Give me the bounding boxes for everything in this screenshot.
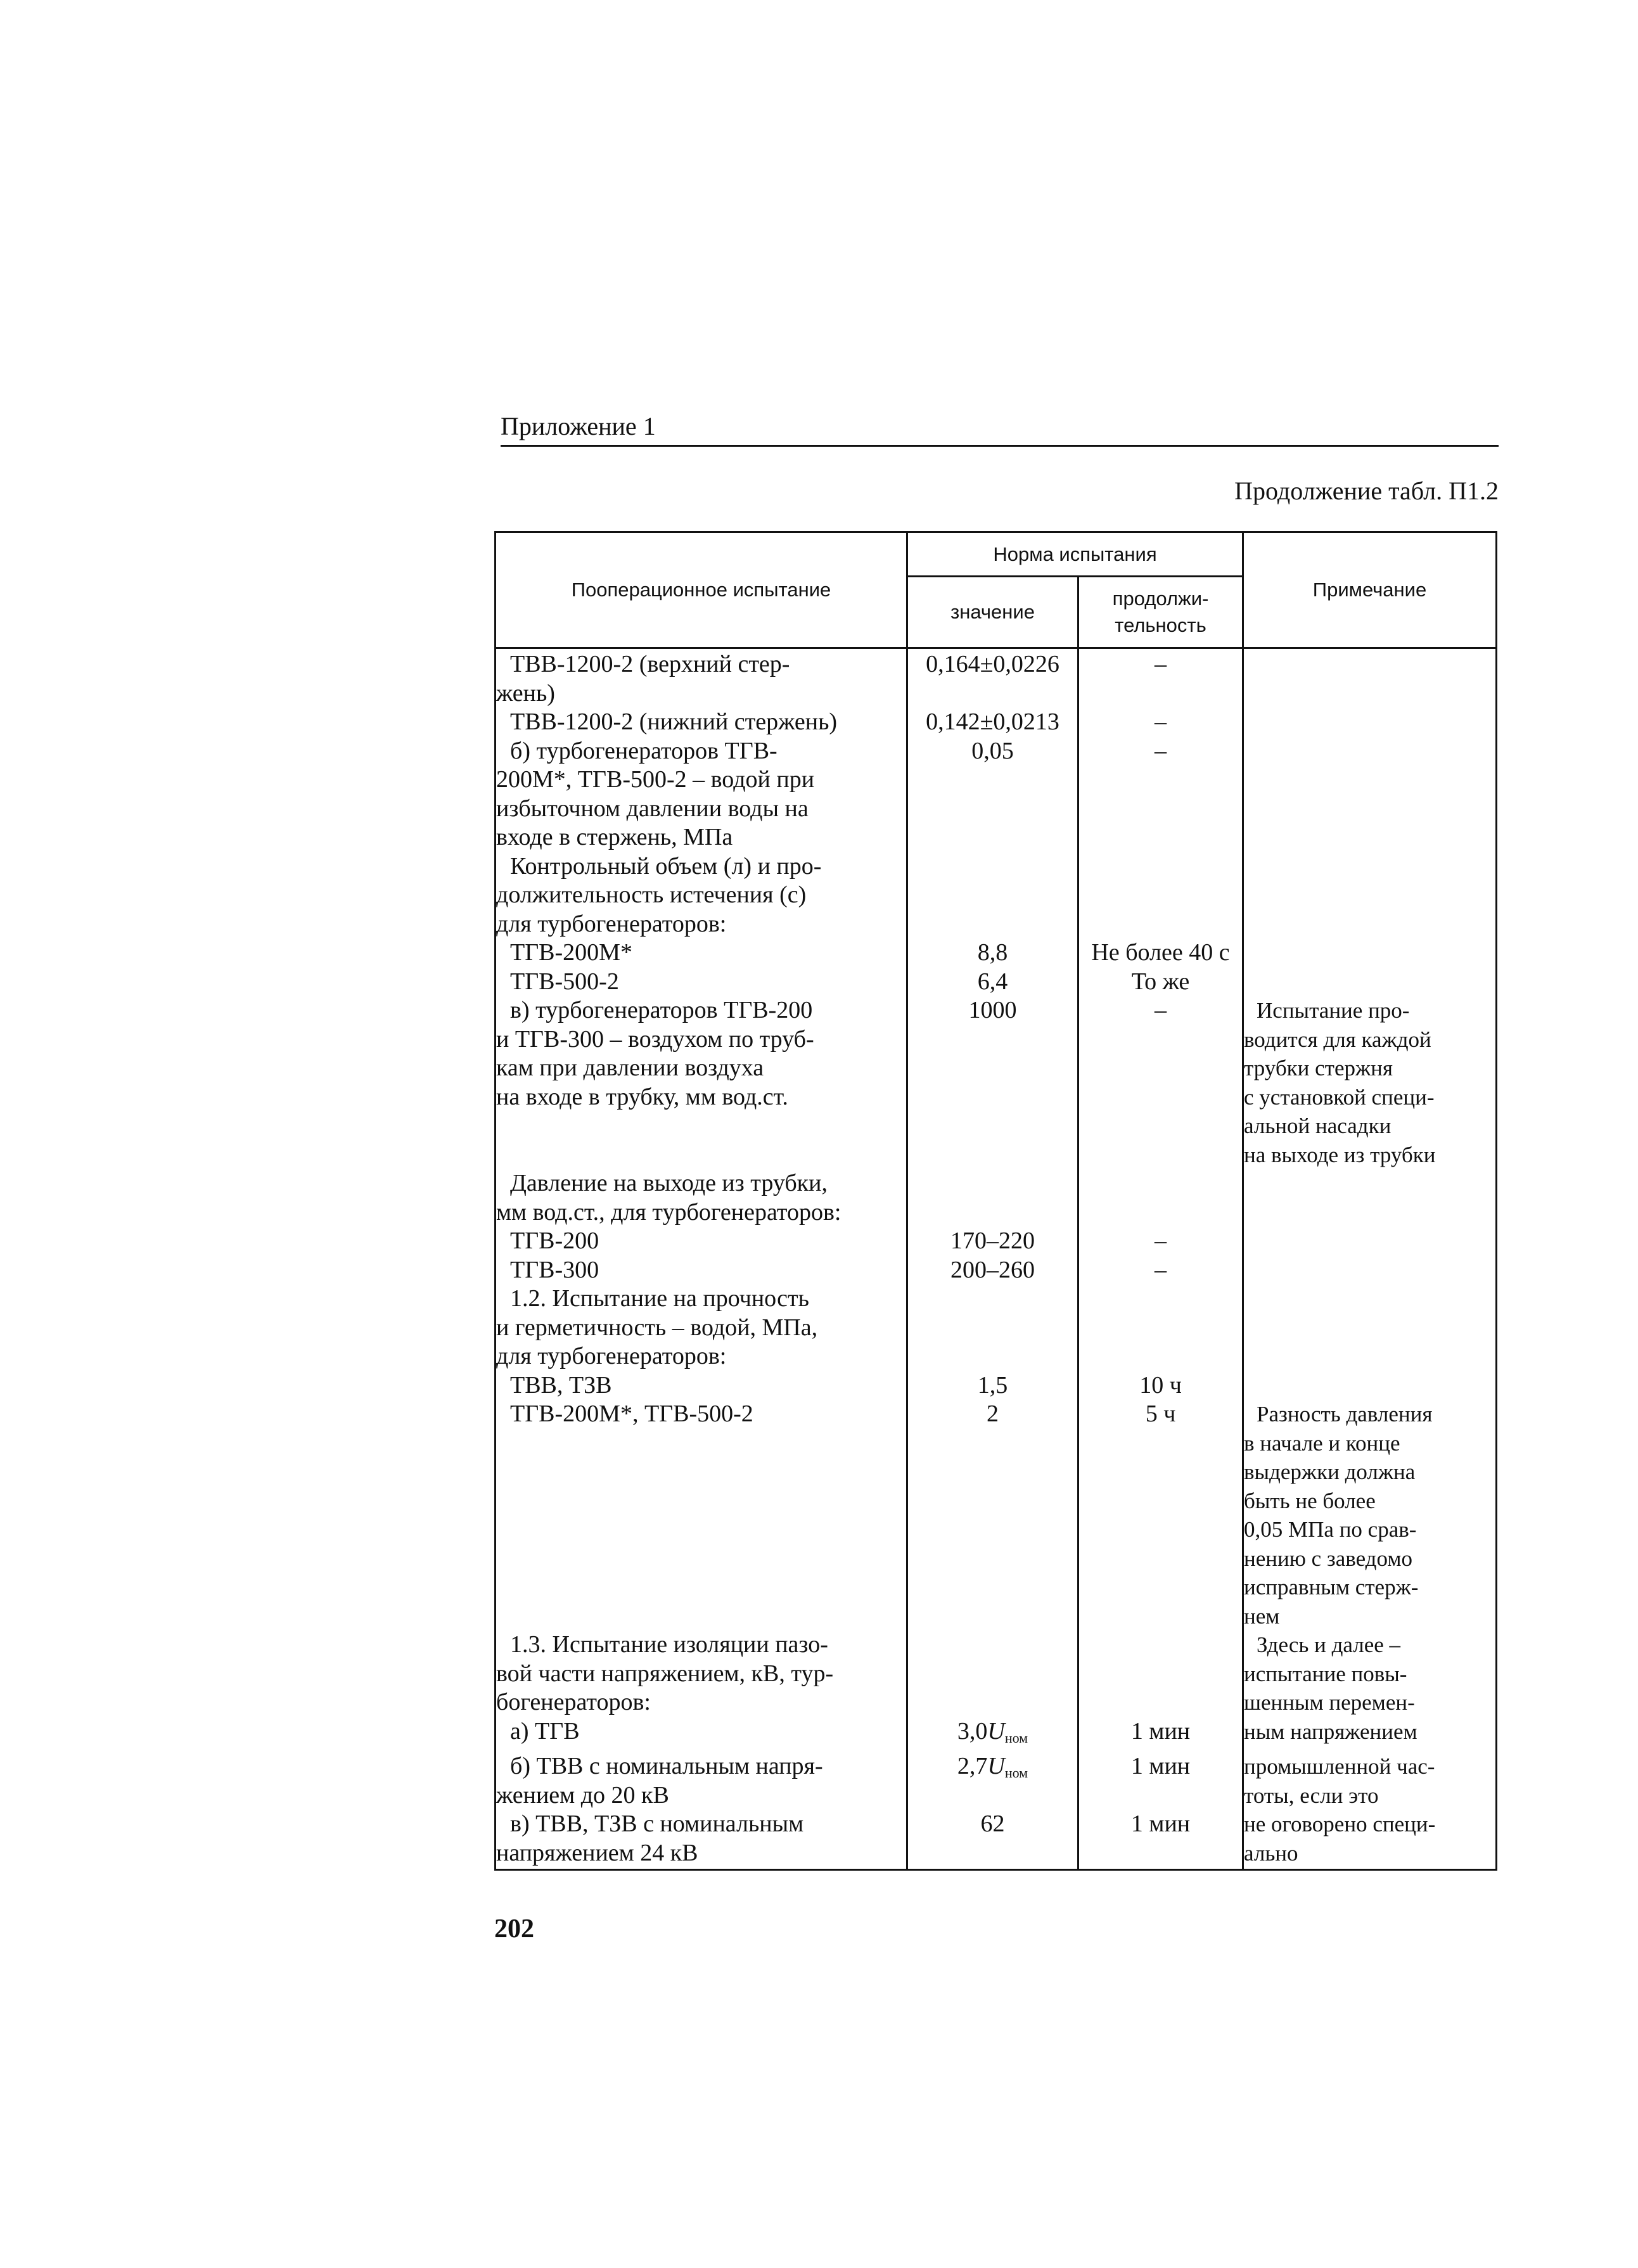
test-line: входе в стержень, МПа: [496, 824, 733, 850]
header-duration-line: продолжи-: [1112, 587, 1209, 610]
table-row: [496, 852, 1497, 939]
note-line: исправным стерж-: [1244, 1575, 1419, 1599]
test-line: б) ТВВ с номинальным напря-: [510, 1753, 823, 1779]
table-row: [496, 1256, 1497, 1285]
value-cell: 0,05: [971, 737, 1014, 764]
test-line: 1.2. Испытание на прочность: [510, 1285, 809, 1312]
value-cell: $2,7U_{ном}$: [957, 1753, 1028, 1781]
test-line: Давление на выходе из трубки,: [510, 1170, 828, 1196]
test-line: ТГВ-300: [510, 1256, 599, 1283]
table-row: [496, 1285, 1497, 1371]
note-line: с установкой специ-: [1244, 1084, 1435, 1110]
note-line: в начале и конце: [1244, 1430, 1400, 1456]
page-number: 202: [494, 1914, 534, 1944]
table-row: [496, 737, 1497, 852]
note-line: на выходе из трубки: [1244, 1142, 1436, 1167]
test-line: жением до 20 кВ: [496, 1781, 669, 1809]
test-line: избыточном давлении воды на: [496, 795, 809, 822]
table-row: [496, 1400, 1497, 1631]
test-line: 1.3. Испытание изоляции пазо-: [510, 1631, 828, 1658]
header-norm: Норма испытания: [907, 532, 1243, 577]
table-row: [496, 1752, 1497, 1810]
duration-cell: –: [1155, 997, 1167, 1023]
value-cell: 8,8: [977, 939, 1008, 966]
table-row: [496, 939, 1497, 968]
table-row: [496, 1169, 1497, 1227]
test-line: и ТГВ-300 – воздухом по труб-: [496, 1025, 814, 1053]
test-line: должительность истечения (с): [496, 881, 807, 908]
value-cell: 0,142±0,0213: [926, 708, 1059, 735]
header-duration: [1078, 577, 1243, 648]
value-cell: 1000: [968, 997, 1017, 1023]
note-line: Испытание про-: [1257, 998, 1410, 1023]
test-line: напряжением 24 кВ: [496, 1839, 698, 1866]
test-line: вой части напряжением, кВ, тур-: [496, 1660, 834, 1687]
value-cell: $3,0U_{ном}$: [957, 1717, 1028, 1746]
duration-cell: –: [1155, 1256, 1167, 1283]
test-norms-table: [494, 531, 1497, 1871]
header-test: Пооперационное испытание: [496, 532, 907, 648]
test-line: для турбогенераторов:: [496, 1343, 727, 1369]
header-rule: [501, 445, 1499, 447]
test-line: б) турбогенераторов ТГВ-: [510, 737, 777, 764]
test-line: ТВВ-1200-2 (верхний стер-: [510, 651, 790, 677]
value-cell: 1,5: [977, 1371, 1008, 1399]
value-cell: 62: [980, 1810, 1005, 1837]
test-line: жень): [496, 679, 555, 707]
note-line: Разность давления: [1257, 1402, 1433, 1426]
duration-cell: 5 ч: [1145, 1400, 1176, 1427]
test-line: мм вод.ст., для турбогенераторов:: [496, 1198, 841, 1226]
note-line: выдержки должна: [1244, 1459, 1416, 1484]
table-row: [496, 1631, 1497, 1717]
header-note: Примечание: [1243, 532, 1497, 648]
test-line: ТВВ-1200-2 (нижний стержень): [510, 708, 838, 735]
table-row: [496, 1717, 1497, 1753]
test-line: богенераторов:: [496, 1689, 651, 1715]
table-row: [496, 1371, 1497, 1400]
test-line: ТГВ-200: [510, 1227, 599, 1254]
value-cell: 170–220: [950, 1227, 1035, 1254]
test-line: а) ТГВ: [510, 1717, 580, 1745]
duration-cell: 1 мин: [1130, 1717, 1191, 1745]
duration-cell: То же: [1131, 968, 1190, 995]
note-line: испытание повы-: [1244, 1661, 1407, 1686]
value-cell: 200–260: [950, 1256, 1035, 1283]
duration-cell: 1 мин: [1130, 1810, 1191, 1837]
test-line: 200М*, ТГВ-500-2 – водой при: [496, 766, 815, 793]
appendix-header: Приложение 1: [501, 412, 656, 440]
table-row: [496, 996, 1497, 1169]
table-row: [496, 708, 1497, 737]
note-line: промышленной час-: [1244, 1754, 1435, 1779]
note-line: Здесь и далее –: [1257, 1632, 1401, 1657]
test-line: Контрольный объем (л) и про-: [510, 852, 822, 880]
duration-cell: 1 мин: [1130, 1753, 1191, 1779]
test-line: кам при давлении воздуха: [496, 1054, 764, 1081]
duration-cell: –: [1155, 708, 1167, 735]
header-value: значение: [907, 577, 1078, 648]
value-cell: 2: [987, 1400, 999, 1427]
duration-cell: –: [1155, 737, 1167, 764]
note-line: трубки стержня: [1244, 1056, 1393, 1080]
note-line: быть не более: [1244, 1488, 1376, 1513]
test-line: на входе в трубку, мм вод.ст.: [496, 1083, 788, 1110]
table-row: [496, 968, 1497, 997]
note-line: тоты, если это: [1244, 1783, 1379, 1808]
note-line: нем: [1244, 1603, 1280, 1629]
test-line: для турбогенераторов:: [496, 910, 727, 937]
duration-cell: –: [1155, 651, 1167, 677]
note-line: 0,05 МПа по срав-: [1244, 1517, 1417, 1542]
note-line: нению с заведомо: [1244, 1546, 1412, 1571]
duration-cell: Не более 40 с: [1091, 939, 1230, 966]
note-line: водится для каждой: [1244, 1027, 1431, 1052]
table-continuation-label: Продолжение табл. П1.2: [1234, 477, 1499, 505]
test-line: ТГВ-200М*, ТГВ-500-2: [510, 1400, 753, 1427]
note-line: не оговорено специ-: [1244, 1812, 1436, 1836]
header-duration-line: тельность: [1115, 614, 1206, 636]
test-line: в) ТВВ, ТЗВ с номинальным: [510, 1810, 804, 1837]
table-row: [496, 1810, 1497, 1870]
test-line: в) турбогенераторов ТГВ-200: [510, 997, 813, 1023]
duration-cell: –: [1155, 1227, 1167, 1254]
note-line: ально: [1244, 1840, 1298, 1866]
test-line: ТВВ, ТЗВ: [510, 1371, 612, 1399]
note-line: шенным перемен-: [1244, 1690, 1415, 1715]
value-cell: 0,164±0,0226: [926, 651, 1059, 677]
table-row: [496, 1227, 1497, 1256]
test-line: ТГВ-200М*: [510, 939, 632, 966]
test-line: и герметичность – водой, МПа,: [496, 1314, 818, 1341]
value-cell: 6,4: [977, 968, 1008, 995]
table-row: [496, 648, 1497, 708]
note-line: ным напряжением: [1244, 1719, 1417, 1744]
note-line: альной насадки: [1244, 1113, 1392, 1138]
duration-cell: 10 ч: [1139, 1371, 1182, 1399]
test-line: ТГВ-500-2: [510, 968, 619, 995]
